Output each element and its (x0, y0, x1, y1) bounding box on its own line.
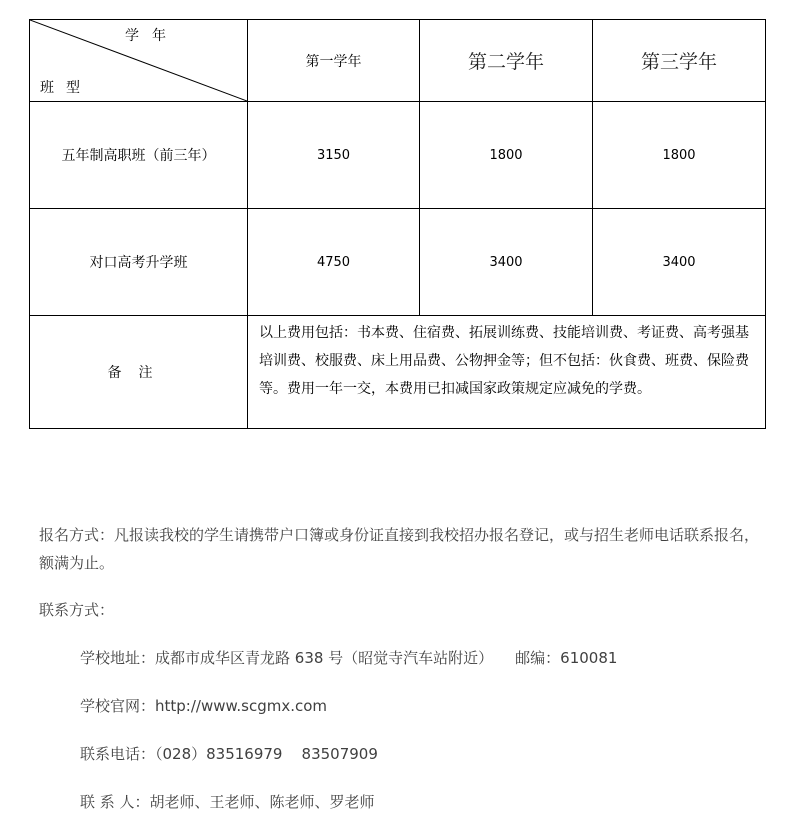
diagonal-header-cell (30, 20, 248, 102)
table-row (30, 102, 766, 209)
row-label-five-year: 五年制高职班（前三年） (30, 102, 248, 209)
tuition-table (29, 19, 766, 429)
address-line (80, 646, 617, 670)
note-label: 备注 (30, 316, 248, 429)
contact-heading: 联系方式： (39, 601, 115, 619)
address-text: 学校地址：成都市成华区青龙路 638 号（昭觉寺汽车站附近） (80, 649, 494, 667)
header-year-2: 第二学年 (420, 20, 593, 102)
postcode-text: 邮编：610081 (515, 649, 618, 667)
header-year-1: 第一学年 (248, 20, 420, 102)
year-axis-label: 学年 (125, 28, 179, 44)
fee-cell: 3400 (420, 209, 593, 316)
phone-line: 联系电话：（028）83516979 83507909 (80, 745, 378, 763)
fee-cell: 3400 (593, 209, 766, 316)
fee-cell: 1800 (593, 102, 766, 209)
table-row (30, 209, 766, 316)
website-line: 学校官网：http://www.scgmx.com (80, 697, 328, 715)
table-note-row (30, 316, 766, 429)
header-year-3: 第三学年 (593, 20, 766, 102)
fee-cell: 3150 (248, 102, 420, 209)
row-label-exam-class: 对口高考升学班 (30, 209, 248, 316)
note-text: 以上费用包括：书本费、住宿费、拓展训练费、技能培训费、考证费、高考强基培训费、校服费、床上用品费、公物押金等；但不包括：伙食费、班费、保险费等。费用一年一交，本费用已扣减国家政策规定应减免的学费。 (248, 316, 766, 429)
table-header-row (30, 20, 766, 102)
class-axis-label: 班型 (40, 80, 92, 96)
fee-cell: 4750 (248, 209, 420, 316)
enrollment-paragraph: 报名方式：凡报读我校的学生请携带户口簿或身份证直接到我校招办报名登记，或与招生老师电话联系报名，额满为止。 (39, 526, 760, 572)
contacts-line: 联 系 人：胡老师、王老师、陈老师、罗老师 (80, 793, 375, 811)
fee-cell: 1800 (420, 102, 593, 209)
